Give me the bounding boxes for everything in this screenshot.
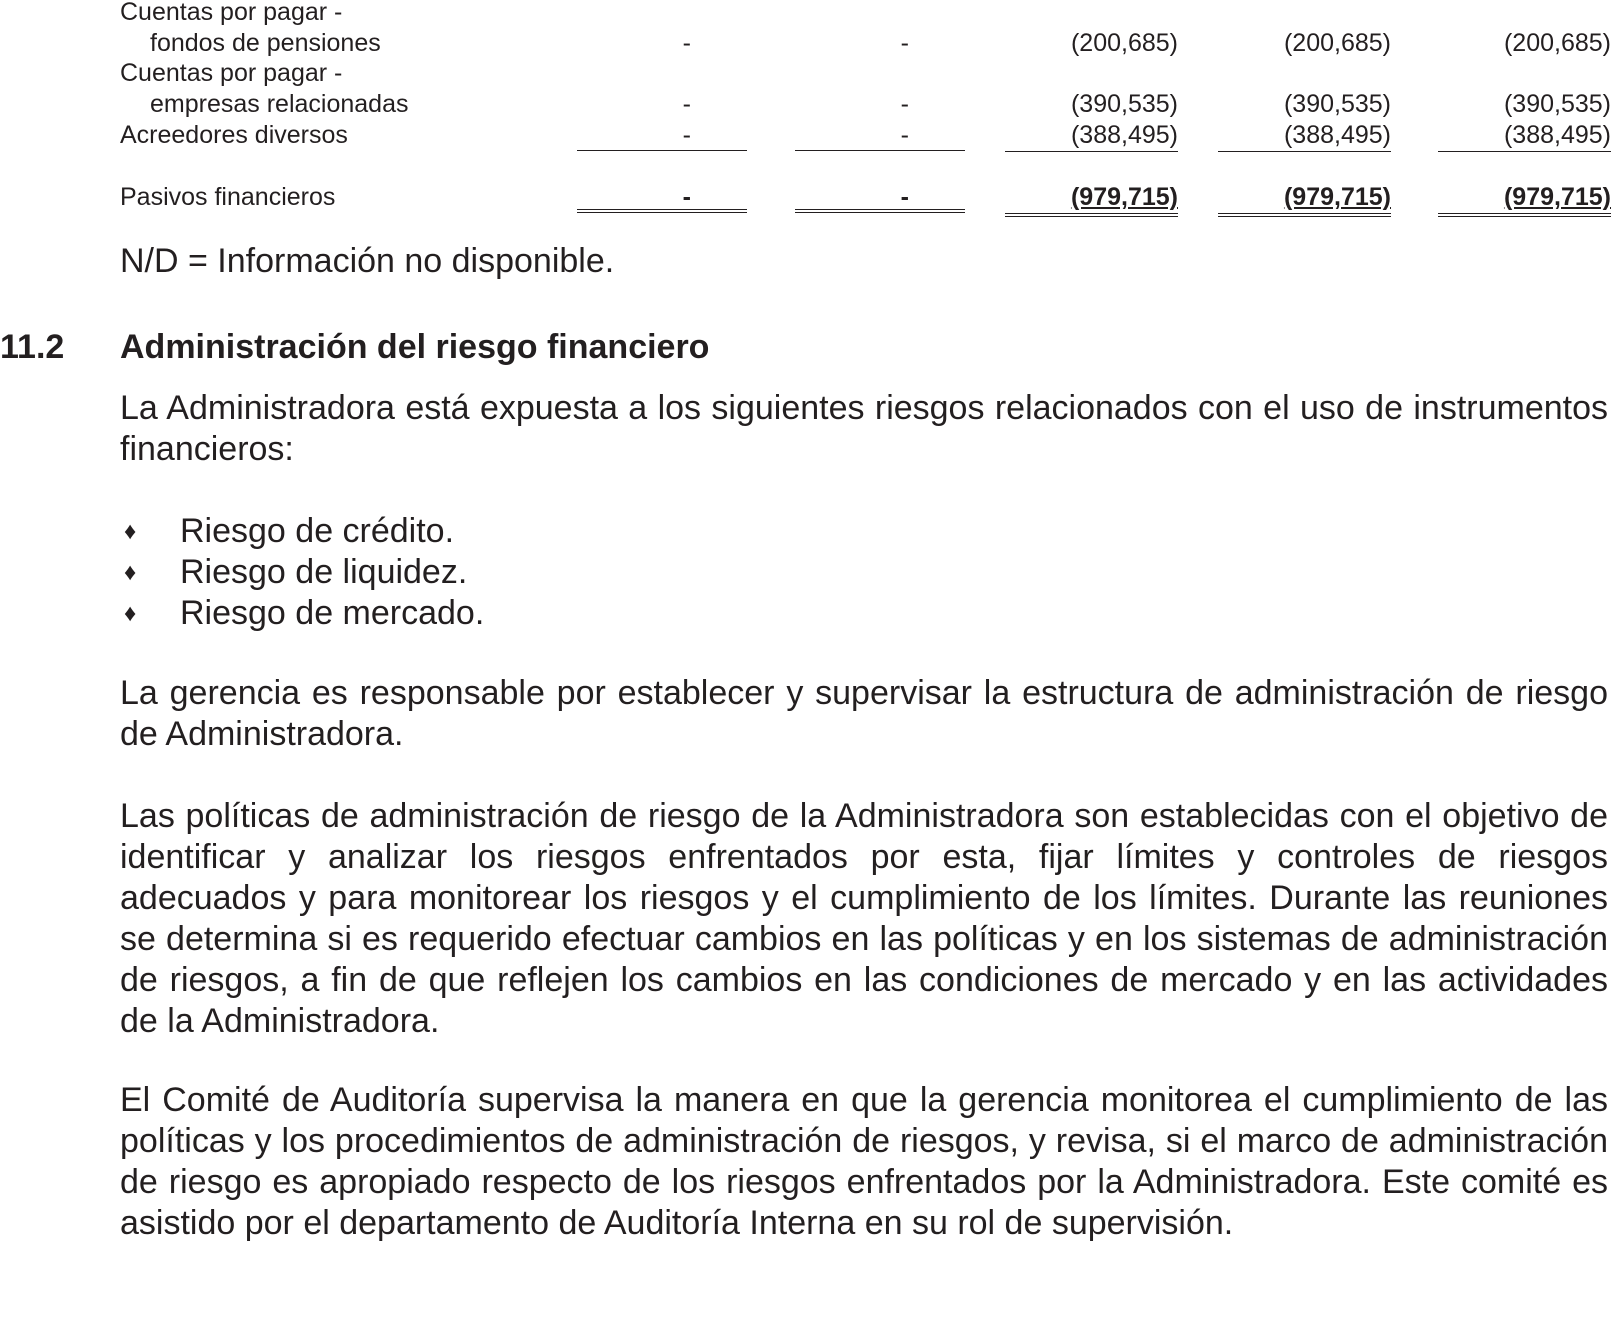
cell-value: (200,685) <box>1070 29 1178 57</box>
cell-value: - <box>900 90 909 118</box>
diamond-bullet-icon: ♦ <box>124 600 137 627</box>
cell-value: - <box>682 90 691 118</box>
total-label: Pasivos financieros <box>120 183 336 211</box>
cell-value: - <box>900 29 909 57</box>
cell-value: (390,535) <box>1283 90 1391 118</box>
total-value: - <box>577 181 747 213</box>
list-item-label: Riesgo de mercado. <box>180 594 485 632</box>
total-value: (979,715) <box>1005 181 1178 217</box>
row-label: fondos de pensiones <box>150 29 381 57</box>
body-paragraph: La gerencia es responsable por establecer y supervisar la estructura de administración de riesgo de Administradora. <box>120 674 1608 753</box>
body-paragraph: El Comité de Auditoría supervisa la manera en que la gerencia monitorea el cumplimiento de las políticas y los procedimientos de administración de riesgos, y revisa, si el marco de administración de riesgo es apropiado respecto de los riesgos enfrentados por la Administradora. Este comité es asistido por el departamento de Auditoría Interna en su rol de supervisión. <box>120 1081 1608 1242</box>
row-label: Acreedores diversos <box>120 121 348 149</box>
section-number: 11.2 <box>0 328 65 366</box>
cell-value: (388,495) <box>1218 119 1391 152</box>
cell-value: - <box>577 119 747 151</box>
table-row-label-line <box>120 57 1616 89</box>
table-row <box>120 119 1616 151</box>
row-label: Cuentas por pagar - <box>120 0 343 26</box>
total-value: - <box>795 181 965 213</box>
body-paragraph: Las políticas de administración de riesgo de la Administradora son establecidas con el objetivo de identificar y analizar los riesgos enfrentados por esta, fijar límites y controles de riesgos adecuados y para monitorear los riesgos y el cumplimiento de los límites. Durante las reuniones se determina si es requerido efectuar cambios en las políticas y en los sistemas de administración de riesgos, a fin de que reflejen los cambios en las condiciones de mercado y en las actividades de la Administradora. <box>120 797 1608 1040</box>
table-row <box>120 88 1616 120</box>
cell-value: - <box>795 119 965 151</box>
list-item-label: Riesgo de liquidez. <box>180 553 468 591</box>
intro-paragraph: La Administradora está expuesta a los siguientes riesgos relacionados con el uso de instrumentos financieros: <box>120 389 1608 468</box>
diamond-bullet-icon: ♦ <box>124 518 137 545</box>
risk-list <box>120 511 484 634</box>
cell-value: (388,495) <box>1438 119 1611 152</box>
total-value: (979,715) <box>1438 181 1611 217</box>
row-label: empresas relacionadas <box>150 90 409 118</box>
section-title: Administración del riesgo financiero <box>120 328 710 366</box>
cell-value: (390,535) <box>1070 90 1178 118</box>
list-item <box>120 552 484 593</box>
list-item-label: Riesgo de crédito. <box>180 512 455 550</box>
row-label: Cuentas por pagar - <box>120 59 343 87</box>
cell-value: (200,685) <box>1503 29 1611 57</box>
cell-value: (200,685) <box>1283 29 1391 57</box>
list-item <box>120 593 484 634</box>
cell-value: (390,535) <box>1503 90 1611 118</box>
table-row-label-line <box>120 0 1616 28</box>
cell-value: (388,495) <box>1005 119 1178 152</box>
table-row <box>120 27 1616 59</box>
cell-value: - <box>682 29 691 57</box>
total-value: (979,715) <box>1218 181 1391 217</box>
table-footnote: N/D = Información no disponible. <box>120 242 615 280</box>
list-item <box>120 511 484 552</box>
diamond-bullet-icon: ♦ <box>124 559 137 586</box>
table-total-row <box>120 181 1616 213</box>
